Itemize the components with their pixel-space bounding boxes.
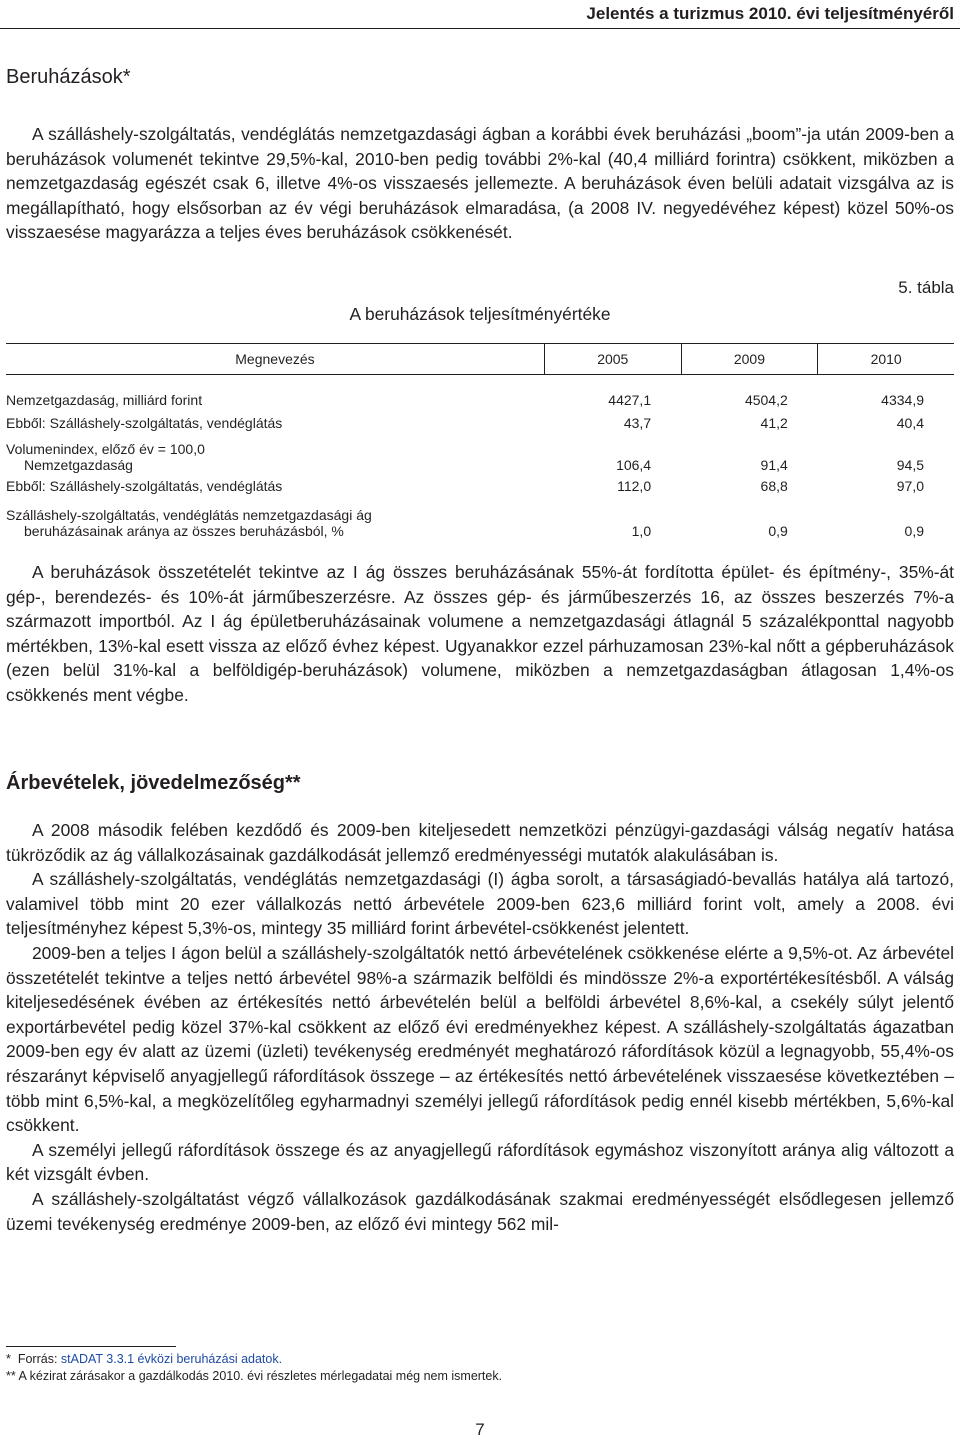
row-label: Nemzetgazdaság, milliárd forint bbox=[6, 392, 203, 408]
table-header-row bbox=[6, 344, 954, 375]
cell-2009: 91,4 bbox=[760, 457, 788, 473]
row-label: Ebből: Szálláshely-szolgáltatás, vendéglátás bbox=[6, 478, 283, 494]
row-label-continued: beruházásainak aránya az összes beruházásból, % bbox=[24, 523, 344, 539]
table-row bbox=[6, 375, 954, 409]
footnote-1 bbox=[6, 1352, 282, 1366]
footnote-1-mark: * bbox=[6, 1352, 11, 1366]
col-header-2009: 2009 bbox=[681, 344, 818, 375]
row-label: Nemzetgazdaság bbox=[24, 457, 133, 473]
cell-2005: 112,0 bbox=[617, 478, 652, 494]
revenue-body bbox=[6, 818, 954, 1236]
row-label: Szálláshely-szolgáltatás, vendéglátás nemzetgazdasági ág bbox=[6, 507, 372, 523]
cell-2009: 41,2 bbox=[760, 415, 788, 431]
footnote-1-text: Forrás: bbox=[17, 1352, 61, 1366]
row-label-group bbox=[6, 494, 544, 539]
cell-2010: 94,5 bbox=[896, 457, 924, 473]
cell-2009: 4504,2 bbox=[744, 392, 788, 408]
cell-2005: 43,7 bbox=[623, 415, 652, 431]
col-header-2010: 2010 bbox=[818, 344, 954, 375]
paragraph-investments-1: A szálláshely-szolgáltatás, vendéglátás nemzetgazdasági ágban a korábbi évek beruházási „boom”-ja után 2009-ben a beruházások volumenét tekintve 29,5%-kal, 2010-ben pedig további 2%-kal (40,4 milliárd forintra) csökkent, miközben a nemzetgazdaság egészét csak 6, illetve 4%-os visszaesés jellemezte. A beruházások éven belüli adatait vizsgálva az is megállapítható, hogy elsősorban az év végi beruházások elmaradása, (a 2008 IV. negyedévéhez képest) közel 50%-os visszaesése magyarázza a teljes éves beruházások csökkenését. bbox=[6, 124, 954, 243]
row-group-label: Volumenindex, előző év = 100,0 bbox=[6, 441, 205, 457]
cell-2005: 1,0 bbox=[631, 523, 652, 539]
cell-2005: 106,4 bbox=[616, 457, 652, 473]
paragraph-revenue-2: A szálláshely-szolgáltatás, vendéglátás nemzetgazdasági (I) ágba sorolt, a társaságiadó-bevallás hatálya alá tartozó, valamivel több mint 20 ezer vállalkozás nettó árbevétele 2009-ben 623,6 milliárd forint volt, amely a 2008. évi teljesítményhez képest 5,3%-os, mintegy 35 milliárd forint árbevétel-csökkenést jelentett. bbox=[6, 869, 954, 939]
col-header-2005: 2005 bbox=[544, 344, 681, 375]
cell-2010: 97,0 bbox=[896, 478, 924, 494]
footnote-divider bbox=[6, 1346, 176, 1347]
table-row bbox=[6, 408, 954, 431]
paragraph-investments-2: A beruházások összetételét tekintve az I ág összes beruházásának 55%-át fordította épület- és építmény-, 35%-át gép-, berendezés- és 10%-át járműbeszerzésre. Az összes gép- és járműbeszerzés 16, az összes beszerzés 7%-a származott importból. Az I ág épületberuházásainak volumene a nemzetgazdasági átlagnál 5 százalékponttal nagyobb mértékben, 13%-kal esett vissza az előző évhez képest. Ugyanakkor ezzel párhuzamosan 23%-kal nőtt a gépberuházások (ezen belül 31%-kal a belföldigép-beruházások) volumene, miközben a nemzetgazdaságban átlagosan 1,4%-os csökkenés ment végbe. bbox=[6, 562, 954, 705]
paragraph-revenue-1: A 2008 második felében kezdődő és 2009-ben kiteljesedett nemzetközi pénzügyi-gazdasági válság negatív hatása tükröződik az ág vállalkozásainak gazdálkodását jellemző eredményességi mutatók alakulásában is. bbox=[6, 820, 954, 865]
page-number: 7 bbox=[475, 1420, 485, 1439]
running-header bbox=[0, 0, 960, 29]
col-header-name: Megnevezés bbox=[6, 344, 544, 375]
cell-2009: 68,8 bbox=[760, 478, 788, 494]
table-title: A beruházások teljesítményértéke bbox=[349, 304, 611, 324]
table-row bbox=[6, 473, 954, 494]
paragraph-revenue-3: 2009-ben a teljes I ágon belül a szálláshely-szolgáltatók nettó árbevételének csökkenése elérte a 9,5%-ot. Az árbevétel összetételét tekintve a teljes nettó árbevétel 98%-a származik belföldi és mindössze 2%-a exportértékesítésből. A válság kiteljesedésének évében az értékesítés nettó árbevételén belül a belföldi árbevétel 8,6%-kal, a csekély súlyt jelentő exportárbevétel pedig közel 37%-kal csökkent az előző évi eredményekhez képest. A szálláshely-szolgáltatás ágazatban 2009-ben egy év alatt az üzemi (üzleti) tevékenység eredményét meghatározó ráfordítások közül a legnagyobb, 55,4%-os részarányt képviselő anyagjellegű ráfordítások összege – az értékesítés nettó árbevételének visszaesése következtében – több mint 6,5%-kal, a megközelítőleg egyharmadnyi személyi jellegű ráfordítások pedig ennél kisebb mértékben, 5,6%-kal csökkent. bbox=[6, 942, 954, 1136]
footnote-1-link[interactable]: stADAT 3.3.1 évközi beruházási adatok. bbox=[60, 1352, 283, 1366]
cell-2005: 4427,1 bbox=[608, 392, 652, 408]
cell-2010: 4334,9 bbox=[881, 392, 924, 408]
investment-table bbox=[6, 343, 954, 539]
cell-2010: 0,9 bbox=[904, 523, 924, 539]
section-heading-investments: Beruházások* bbox=[6, 66, 131, 88]
table-row bbox=[6, 494, 954, 539]
section-heading-revenue: Árbevételek, jövedelmezőség** bbox=[6, 772, 301, 794]
cell-2010: 40,4 bbox=[896, 415, 924, 431]
header-title: Jelentés a turizmus 2010. évi teljesítményéről bbox=[586, 4, 954, 23]
row-label-group bbox=[6, 431, 544, 473]
footnote-2: ** A kézirat zárásakor a gazdálkodás 2010. évi részletes mérlegadatai még nem ismertek. bbox=[6, 1369, 503, 1383]
table-number: 5. tábla bbox=[898, 278, 954, 297]
paragraph-revenue-4: A személyi jellegű ráfordítások összege és az anyagjellegű ráfordítások egymáshoz viszonyított aránya alig változott a két vizsgált évben. bbox=[6, 1139, 954, 1185]
cell-2009: 0,9 bbox=[768, 523, 788, 539]
row-label: Ebből: Szálláshely-szolgáltatás, vendéglátás bbox=[6, 415, 283, 431]
paragraph-revenue-5: A szálláshely-szolgáltatást végző vállalkozások gazdálkodásának szakmai eredményességét elsődlegesen jellemző üzemi tevékenység eredménye 2009-ben, az előző évi mintegy 562 mil- bbox=[6, 1188, 954, 1234]
table-row bbox=[6, 431, 954, 473]
